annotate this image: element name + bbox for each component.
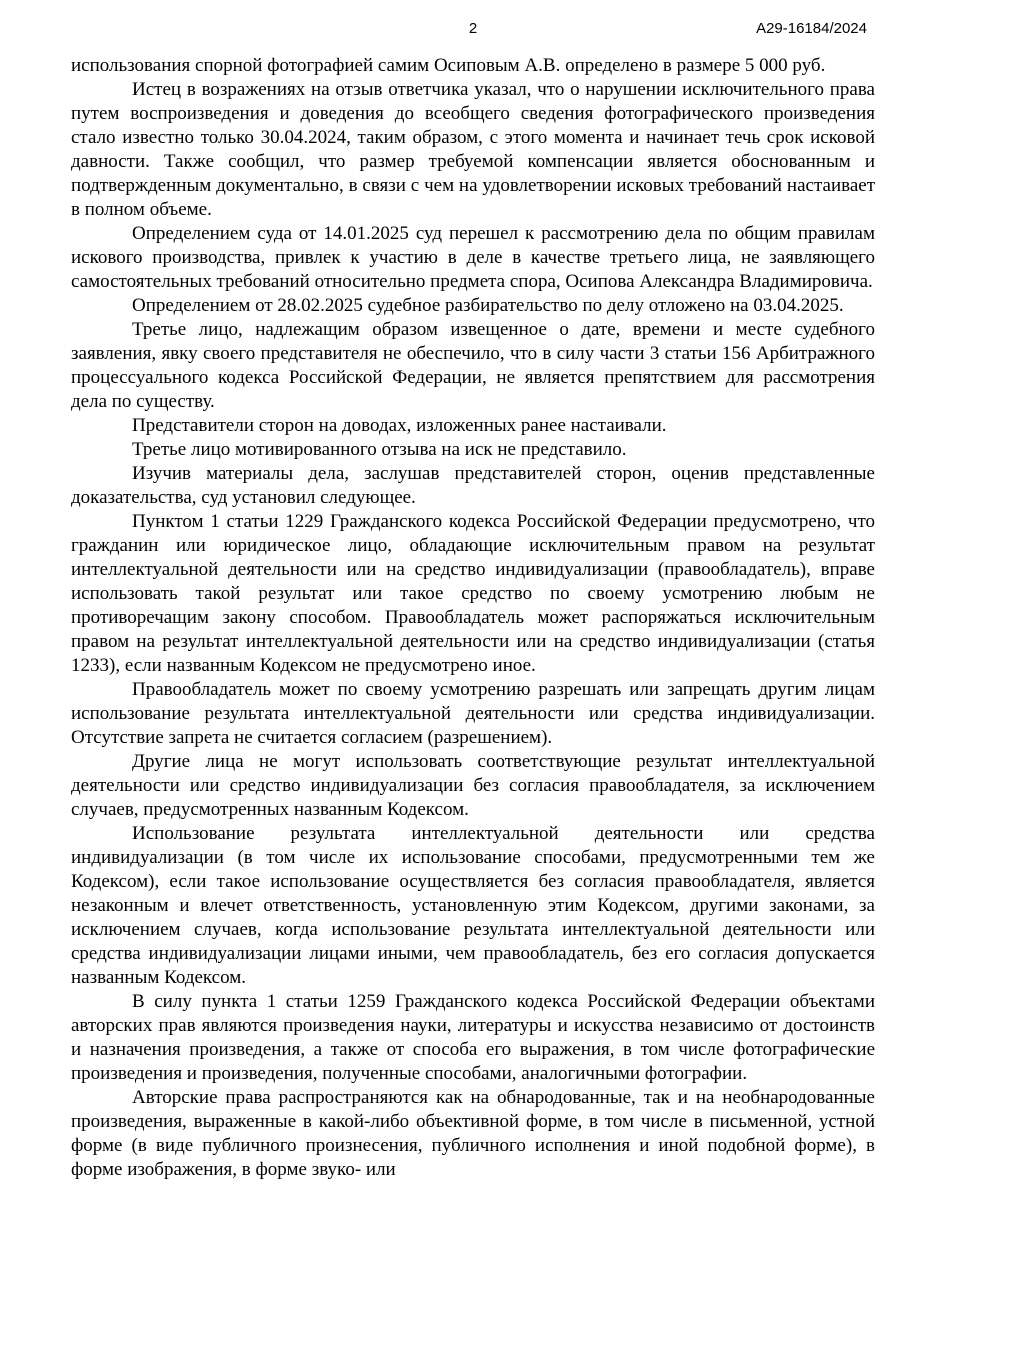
body-paragraph: Определением суда от 14.01.2025 суд перешел к рассмотрению дела по общим правилам искового производства, привлек к участию в деле в качестве третьего лица, не заявляющего самостоятельных требований относительно предмета спора, Осипова Александра Владимировича. — [71, 223, 875, 292]
body-paragraph: Представители сторон на доводах, изложенных ранее настаивали. — [132, 415, 667, 436]
body-paragraph: Определением от 28.02.2025 судебное разбирательство по делу отложено на 03.04.2025. — [132, 295, 844, 316]
body-paragraph: Другие лица не могут использовать соответствующие результат интеллектуальной деятельности или средство индивидуализации без согласия правообладателя, за исключением случаев, предусмотренных названным Кодексом. — [71, 751, 875, 820]
case-number: А29-16184/2024 — [756, 20, 867, 37]
body-paragraph: Изучив материалы дела, заслушав представителей сторон, оценив представленные доказательства, суд установил следующее. — [71, 463, 875, 508]
body-paragraph: Авторские права распространяются как на обнародованные, так и на необнародованные произведения, выраженные в какой-либо объективной форме, в том числе в письменной, устной форме (в виде публичного произнесения, публичного исполнения и иной подобной форме), в форме изображения, в форме звуко- или — [71, 1087, 875, 1180]
body-paragraph: Истец в возражениях на отзыв ответчика указал, что о нарушении исключительного права путем воспроизведения и доведения до всеобщего сведения фотографического произведения стало известно только 30.04.2024, таким образом, с этого момента и начинает течь срок исковой давности. Также сообщил, что размер требуемой компенсации является обоснованным и подтвержденным документально, в связи с чем на удовлетворении исковых требований настаивает в полном объеме. — [71, 79, 875, 220]
body-paragraph: Использование результата интеллектуальной деятельности или средства индивидуализации (в том числе их использование способами, предусмотренными тем же Кодексом), если такое использование осуществляется без согласия правообладателя, является незаконным и влечет ответственность, установленную этим Кодексом, другими законами, за исключением случаев, когда использование результата интеллектуальной деятельности или средства индивидуализации лицами иными, чем правообладатель, без его согласия допускается названным Кодексом. — [71, 823, 875, 988]
body-paragraph: Правообладатель может по своему усмотрению разрешать или запрещать другим лицам использование результата интеллектуальной деятельности или средства индивидуализации. Отсутствие запрета не считается согласием (разрешением). — [71, 679, 875, 748]
body-paragraph: Пунктом 1 статьи 1229 Гражданского кодекса Российской Федерации предусмотрено, что гражданин или юридическое лицо, обладающие исключительным правом на результат интеллектуальной деятельности или на средство индивидуализации (правообладатель), вправе использовать такой результат или такое средство по своему усмотрению любым не противоречащим закону способом. Правообладатель может распоряжаться исключительным правом на результат интеллектуальной деятельности или на средство индивидуализации (статья 1233), если названным Кодексом не предусмотрено иное. — [71, 511, 875, 676]
document-body — [71, 54, 875, 1182]
page-header — [71, 20, 875, 40]
body-paragraph: использования спорной фотографией самим Осиповым А.В. определено в размере 5 000 руб. — [71, 55, 826, 76]
page-number: 2 — [468, 20, 478, 37]
body-paragraph: Третье лицо, надлежащим образом извещенное о дате, времени и месте судебного заявления, явку своего представителя не обеспечило, что в силу части 3 статьи 156 Арбитражного процессуального кодекса Российской Федерации, не является препятствием для рассмотрения дела по существу. — [71, 319, 875, 412]
body-paragraph: В силу пункта 1 статьи 1259 Гражданского кодекса Российской Федерации объектами авторских прав являются произведения науки, литературы и искусства независимо от достоинств и назначения произведения, а также от способа его выражения, в том числе фотографические произведения и произведения, полученные способами, аналогичными фотографии. — [71, 991, 875, 1084]
body-paragraph: Третье лицо мотивированного отзыва на иск не представило. — [132, 439, 627, 460]
